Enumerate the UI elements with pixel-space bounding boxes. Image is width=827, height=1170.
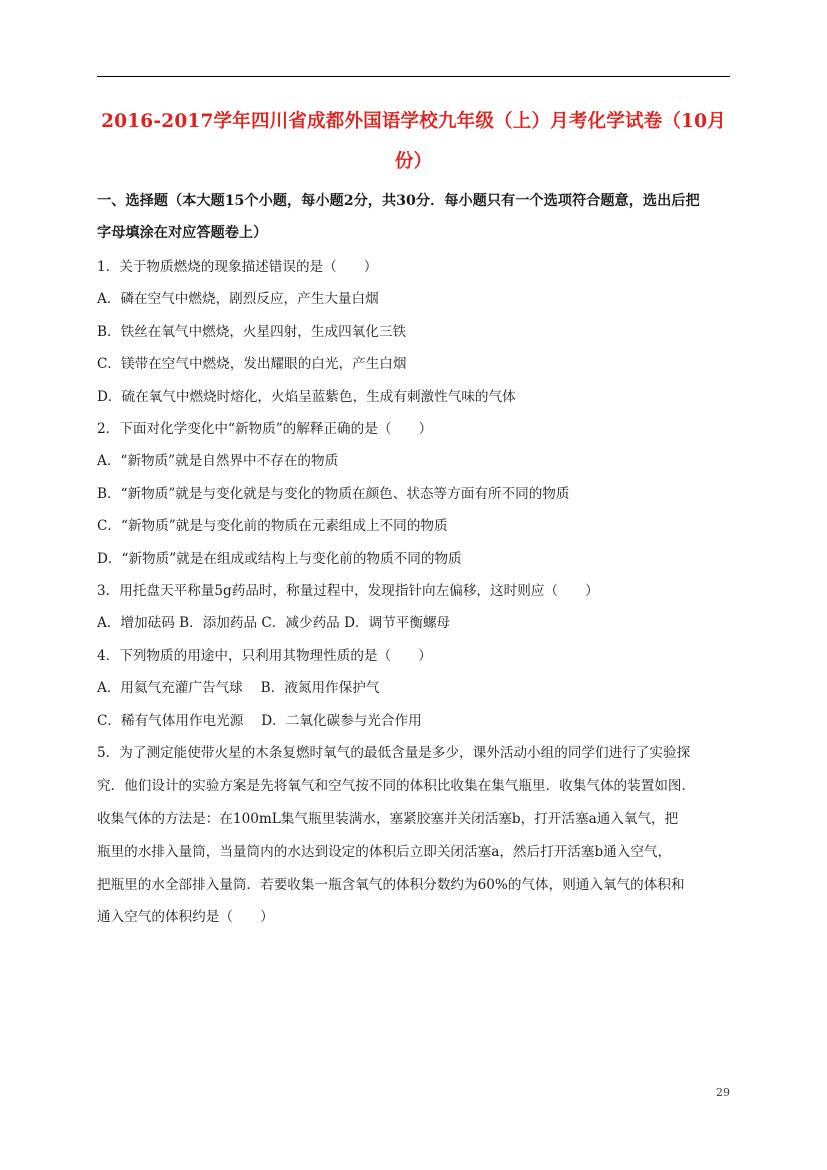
question-2-option-a: A．“新物质”就是自然界中不存在的物质 [97,453,339,469]
question-4-options-ab: A．用氦气充灌广告气球 B．液氮用作保护气 [97,680,380,696]
question-5-stem-line-1: 5．为了测定能使带火星的木条复燃时氧气的最低含量是多少，课外活动小组的同学们进行了实验探 [97,745,691,761]
question-1-option-b: B．铁丝在氧气中燃烧，火星四射，生成四氧化三铁 [97,324,407,340]
question-3-options: A．增加砝码 B．添加药品 C．减少药品 D．调节平衡螺母 [97,615,451,631]
question-2-stem: 2．下面对化学变化中“新物质”的解释正确的是（ ） [97,421,433,437]
question-1-option-c: C．镁带在空气中燃烧，发出耀眼的白光，产生白烟 [97,356,407,372]
question-1-option-a: A．磷在空气中燃烧，剧烈反应，产生大量白烟 [97,291,379,307]
header-rule [97,76,730,77]
question-5-stem-line-3: 收集气体的方法是：在100mL集气瓶里装满水，塞紧胶塞并关闭活塞b，打开活塞a通入氧气，把 [97,811,679,827]
question-4-options-cd: C．稀有气体用作电光源 D．二氧化碳参与光合作用 [97,713,422,729]
question-4-stem: 4．下列物质的用途中，只利用其物理性质的是（ ） [97,648,432,664]
section-heading-line-1: 一、选择题（本大题15个小题，每小题2分，共30分．每小题只有一个选项符合题意，选出后把 [97,193,700,209]
question-2-option-b: B．“新物质”就是与变化就是与变化的物质在颜色、状态等方面有所不同的物质 [97,486,570,502]
question-1-stem: 1．关于物质燃烧的现象描述错误的是（ ） [97,259,378,275]
question-5-stem-line-5: 把瓶里的水全部排入量筒．若要收集一瓶含氧气的体积分数约为60%的气体，则通入氧气的体积和 [97,877,685,893]
question-5-stem-line-6: 通入空气的体积约是（ ） [97,909,274,925]
question-2-option-d: D．“新物质”就是在组成或结构上与变化前的物质不同的物质 [97,551,462,567]
section-heading-line-2: 字母填涂在对应答题卷上） [97,225,268,241]
question-5-stem-line-4: 瓶里的水排入量筒，当量筒内的水达到设定的体积后立即关闭活塞a，然后打开活塞b通入空气， [97,844,672,860]
question-5-stem-line-2: 究．他们设计的实验方案是先将氧气和空气按不同的体积比收集在集气瓶里．收集气体的装置如图． [97,778,696,794]
question-3-stem: 3．用托盘天平称量5g药品时，称量过程中，发现指针向左偏移，这时则应（ ） [97,583,599,599]
exam-title-line-2: 份） [394,151,433,172]
exam-title-line-1: 2016-2017学年四川省成都外国语学校九年级（上）月考化学试卷（10月 [101,111,726,132]
question-1-option-d: D．硫在氧气中燃烧时熔化，火焰呈蓝紫色，生成有刺激性气味的气体 [97,389,516,405]
question-2-option-c: C．“新物质”就是与变化前的物质在元素组成上不同的物质 [97,518,448,534]
page-number: 29 [716,1086,730,1099]
